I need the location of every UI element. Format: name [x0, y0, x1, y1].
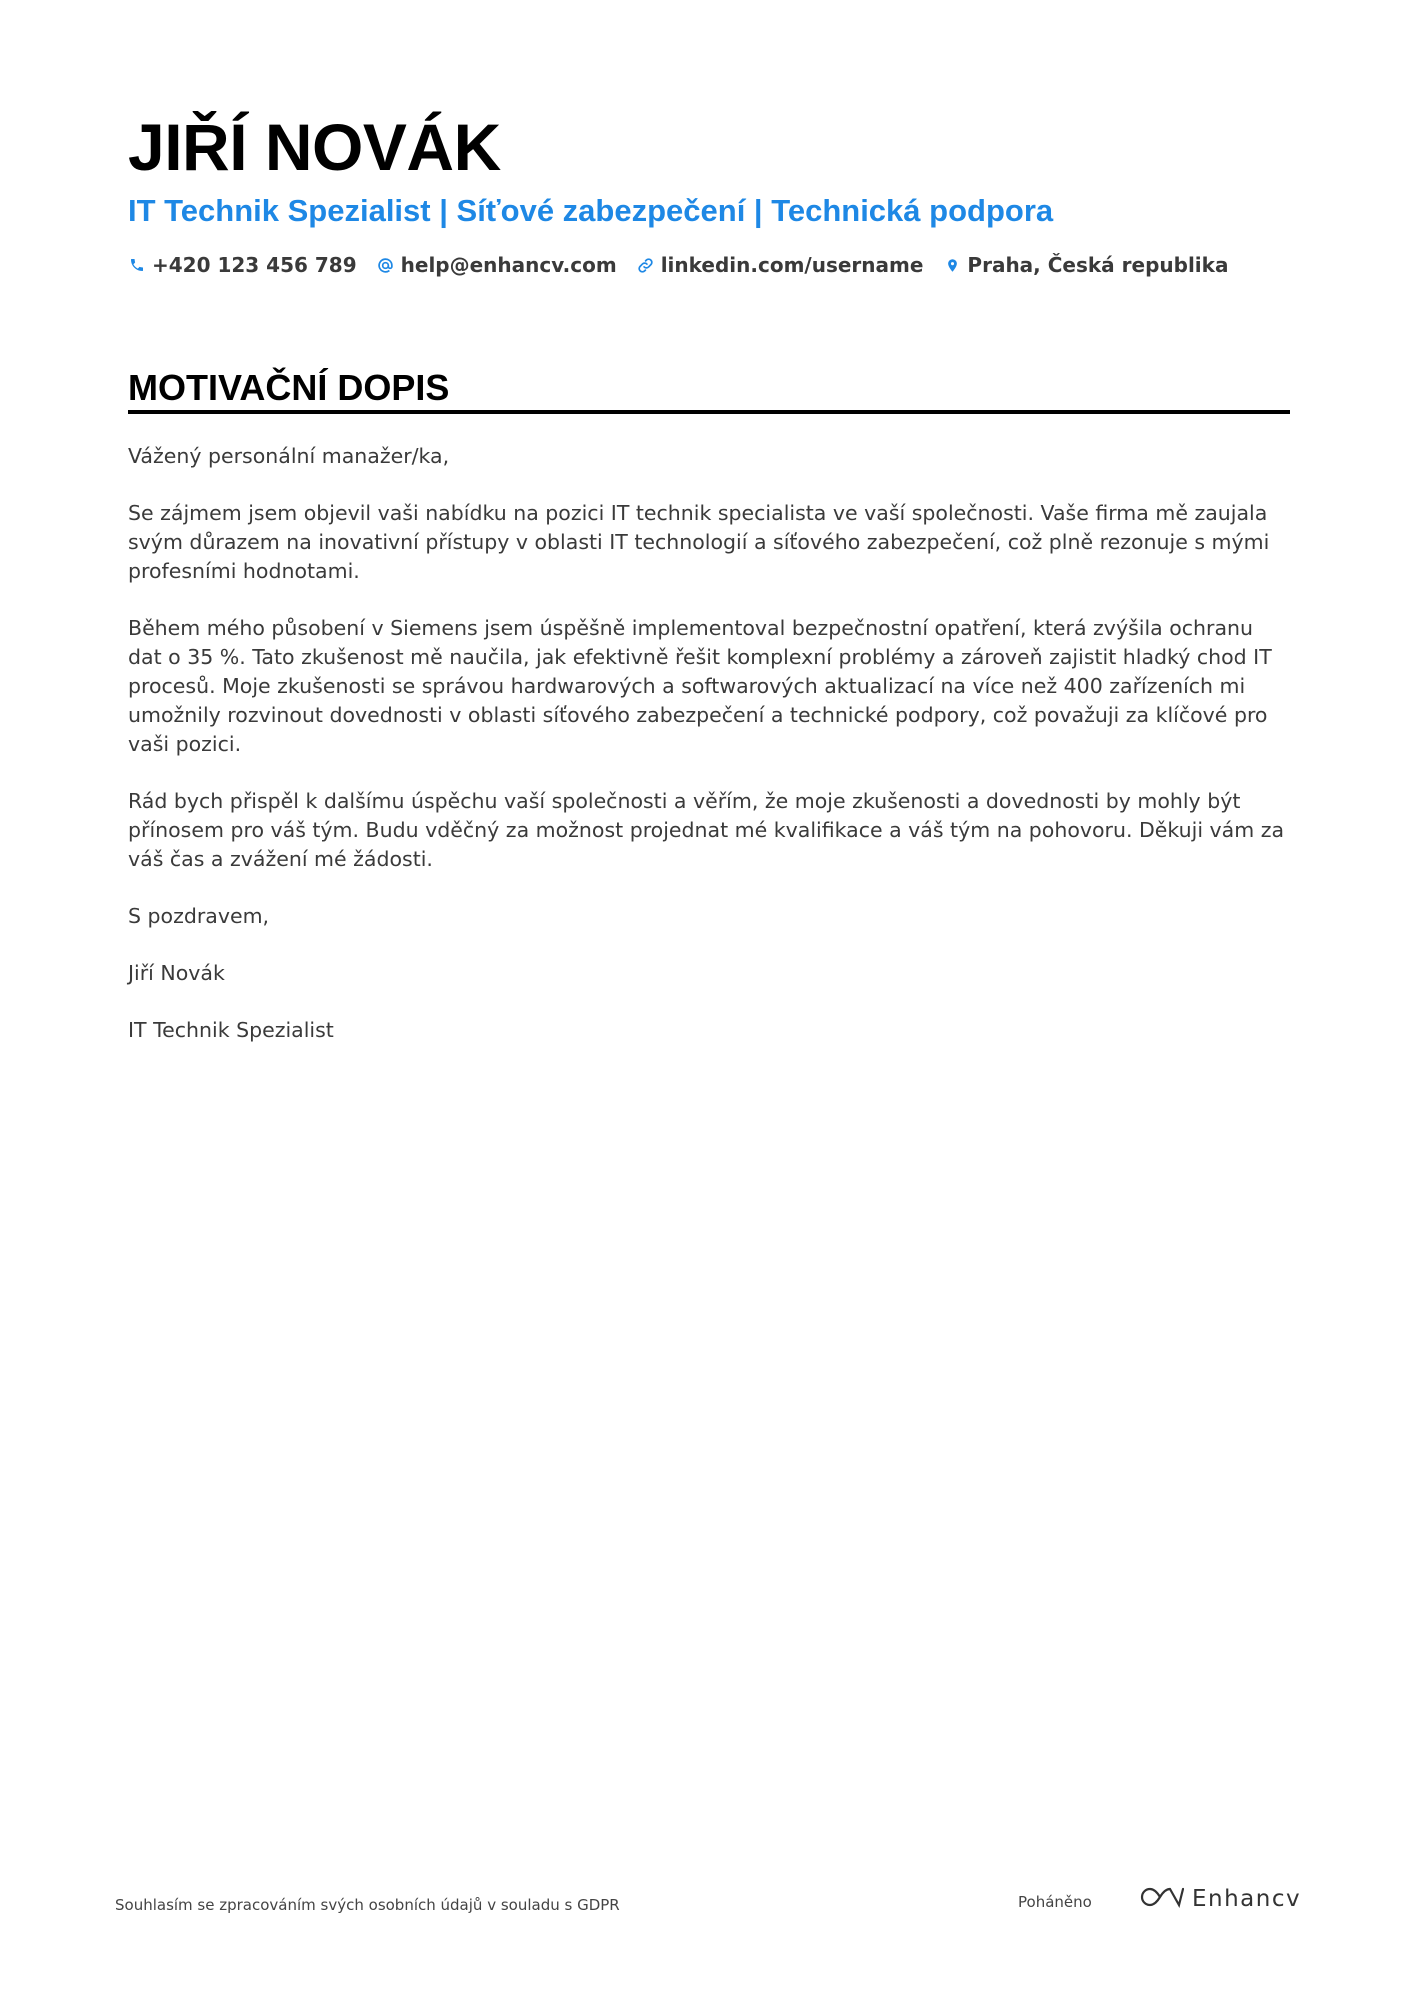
contact-location	[943, 253, 1228, 277]
contact-location-text: Praha, Česká republika	[967, 253, 1229, 277]
enhancv-logo[interactable]	[1138, 1885, 1301, 1913]
candidate-name: JIŘÍ NOVÁK	[128, 110, 501, 184]
powered-by-label: Poháněno	[1018, 1893, 1092, 1911]
contact-email-text: help@enhancv.com	[400, 253, 617, 277]
contact-linkedin-text: linkedin.com/username	[660, 253, 924, 277]
section-title: MOTIVAČNÍ DOPIS	[128, 367, 450, 408]
link-icon	[637, 256, 655, 274]
letter-body	[128, 442, 1290, 1073]
contact-info-bar	[128, 253, 1228, 277]
signature-name: Jiří Novák	[128, 961, 225, 985]
letter-closing: S pozdravem,	[128, 904, 270, 928]
letter-paragraph: Se zájmem jsem objevil vaši nabídku na pozici IT technik specialista ve vaší společnosti. Vaše firma mě zaujala svým důrazem na inovativní přístupy v oblasti IT technologií a síťového zabezpečení, což plně rezonuje s mými profesními hodnotami.	[128, 501, 1270, 583]
letter-greeting: Vážený personální manažer/ka,	[128, 444, 450, 468]
contact-phone-text: +420 123 456 789	[152, 253, 357, 277]
infinity-logo-icon	[1138, 1885, 1184, 1913]
contact-linkedin[interactable]	[637, 253, 924, 277]
location-pin-icon	[943, 256, 961, 274]
gdpr-consent-text: Souhlasím se zpracováním svých osobních údajů v souladu s GDPR	[115, 1896, 620, 1914]
signature-title: IT Technik Spezialist	[128, 1018, 334, 1042]
phone-icon	[128, 256, 146, 274]
contact-email[interactable]	[377, 253, 617, 277]
candidate-headline: IT Technik Spezialist | Síťové zabezpečení | Technická podpora	[128, 193, 1054, 228]
at-icon	[377, 256, 395, 274]
contact-phone[interactable]	[128, 253, 357, 277]
section-divider	[128, 410, 1290, 414]
letter-paragraph: Rád bych přispěl k dalšímu úspěchu vaší společnosti a věřím, že moje zkušenosti a dovednosti by mohly být přínosem pro váš tým. Budu vděčný za možnost projednat mé kvalifikace a váš tým na pohovoru. Děkuji vám za váš čas a zvážení mé žádosti.	[128, 789, 1285, 871]
letter-paragraph: Během mého působení v Siemens jsem úspěšně implementoval bezpečnostní opatření, která zvýšila ochranu dat o 35 %. Tato zkušenost mě naučila, jak efektivně řešit komplexní problémy a zároveň zajistit hladký chod IT procesů. Moje zkušenosti se správou hardwarových a softwarových aktualizací na více než 400 zařízeních mi umožnily rozvinout dovednosti v oblasti síťového zabezpečení a technické podpory, což považuji za klíčové pro vaši pozici.	[128, 616, 1272, 756]
brand-name: Enhancv	[1192, 1886, 1302, 1912]
